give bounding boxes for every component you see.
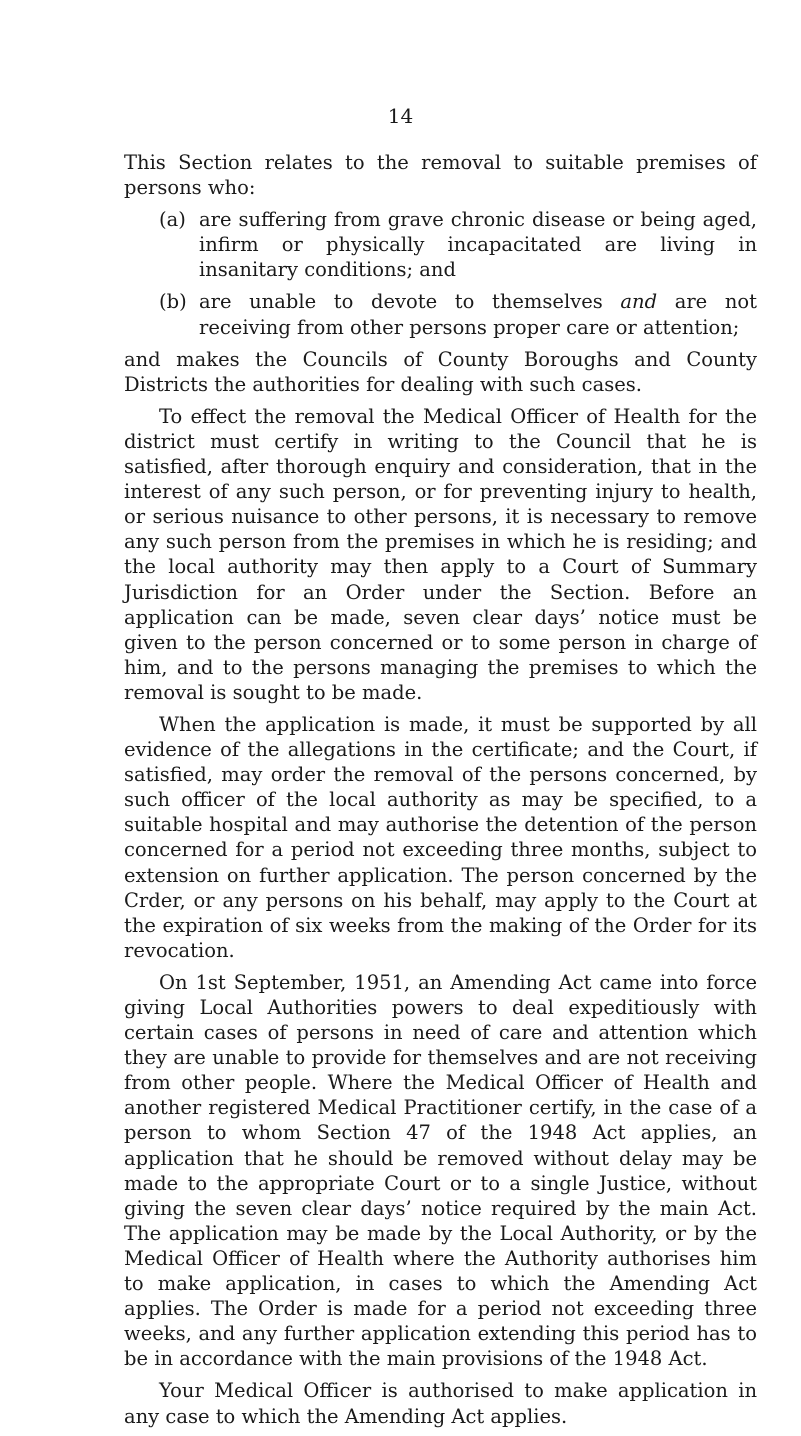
list-marker: (b) <box>159 290 187 314</box>
amending-act-paragraph: On 1st September, 1951, an Amending Act came into force giving Local Authorities powers to deal expeditiously with certain cases of persons in need of care and attention which they are unable to provide for themselves and are not receiving from other people. Where the Medical Officer of Health and another registered Medical Practitioner certify, in the case of a person to whom Section 47 of the 1948 Act applies, an application that he should be removed without delay may be made to the appropriate Court or to a single Justice, without giving the seven clear days’ notice required by the main Act. The application may be made by the Local Authority, or by the Medical Officer of Health where the Authority authorises him to make application, in cases to which the Amending Act applies. The Order is made for a period not exceeding three weeks, and any further application extending this period has to be in accordance with the main provisions of the 1948 Act. <box>124 970 757 1371</box>
application-paragraph: When the application is made, it must be supported by all evidence of the allegations in the certificate; and the Court, if satisfied, may order the removal of the persons concerned, by such officer of the local authority as may be specified, to a suitable hospital and may authorise the detention of the person concerned for a period not exceeding three months, subject to extension on further application. The person concerned by the Crder, or any persons on his behalf, may apply to the Court at the expiration of six weeks from the making of the Order for its revocation. <box>124 712 757 962</box>
condition-text <box>199 289 757 339</box>
condition-text: are suffering from grave chronic disease or being aged, infirm or physically incapacitated are living in insanitary conditions; and <box>199 208 757 282</box>
condition-text-before: are unable to devote to themselves <box>199 290 621 314</box>
intro-paragraph: This Section relates to the removal to suitable premises of persons who: <box>124 151 757 200</box>
condition-item-a <box>159 207 757 282</box>
page-number: 14 <box>387 104 414 128</box>
continuation-paragraph: and makes the Councils of County Boroughs and County Districts the authorities for dealing with such cases. <box>124 347 757 396</box>
body-text <box>124 150 757 1436</box>
condition-text-emphasis: and <box>620 290 658 314</box>
condition-text-after: are not receiving from other persons proper care or attention; <box>199 290 757 339</box>
list-marker: (a) <box>159 208 186 232</box>
condition-item-b <box>159 289 757 339</box>
removal-procedure-paragraph: To effect the removal the Medical Officer of Health for the district must certify in writing to the Council that he is satisfied, after thorough enquiry and consideration, that in the interest of any such person, or for preventing injury to health, or serious nuisance to other persons, it is necessary to remove any such person from the premises in which he is residing; and the local authority may then apply to a Court of Summary Jurisdiction for an Order under the Section. Before an application can be made, seven clear days’ notice must be given to the person concerned or to some person in charge of him, and to the persons managing the premises to which the removal is sought to be made. <box>124 404 757 704</box>
authorisation-paragraph: Your Medical Officer is authorised to make application in any case to which the Amending Act applies. <box>124 1379 757 1428</box>
